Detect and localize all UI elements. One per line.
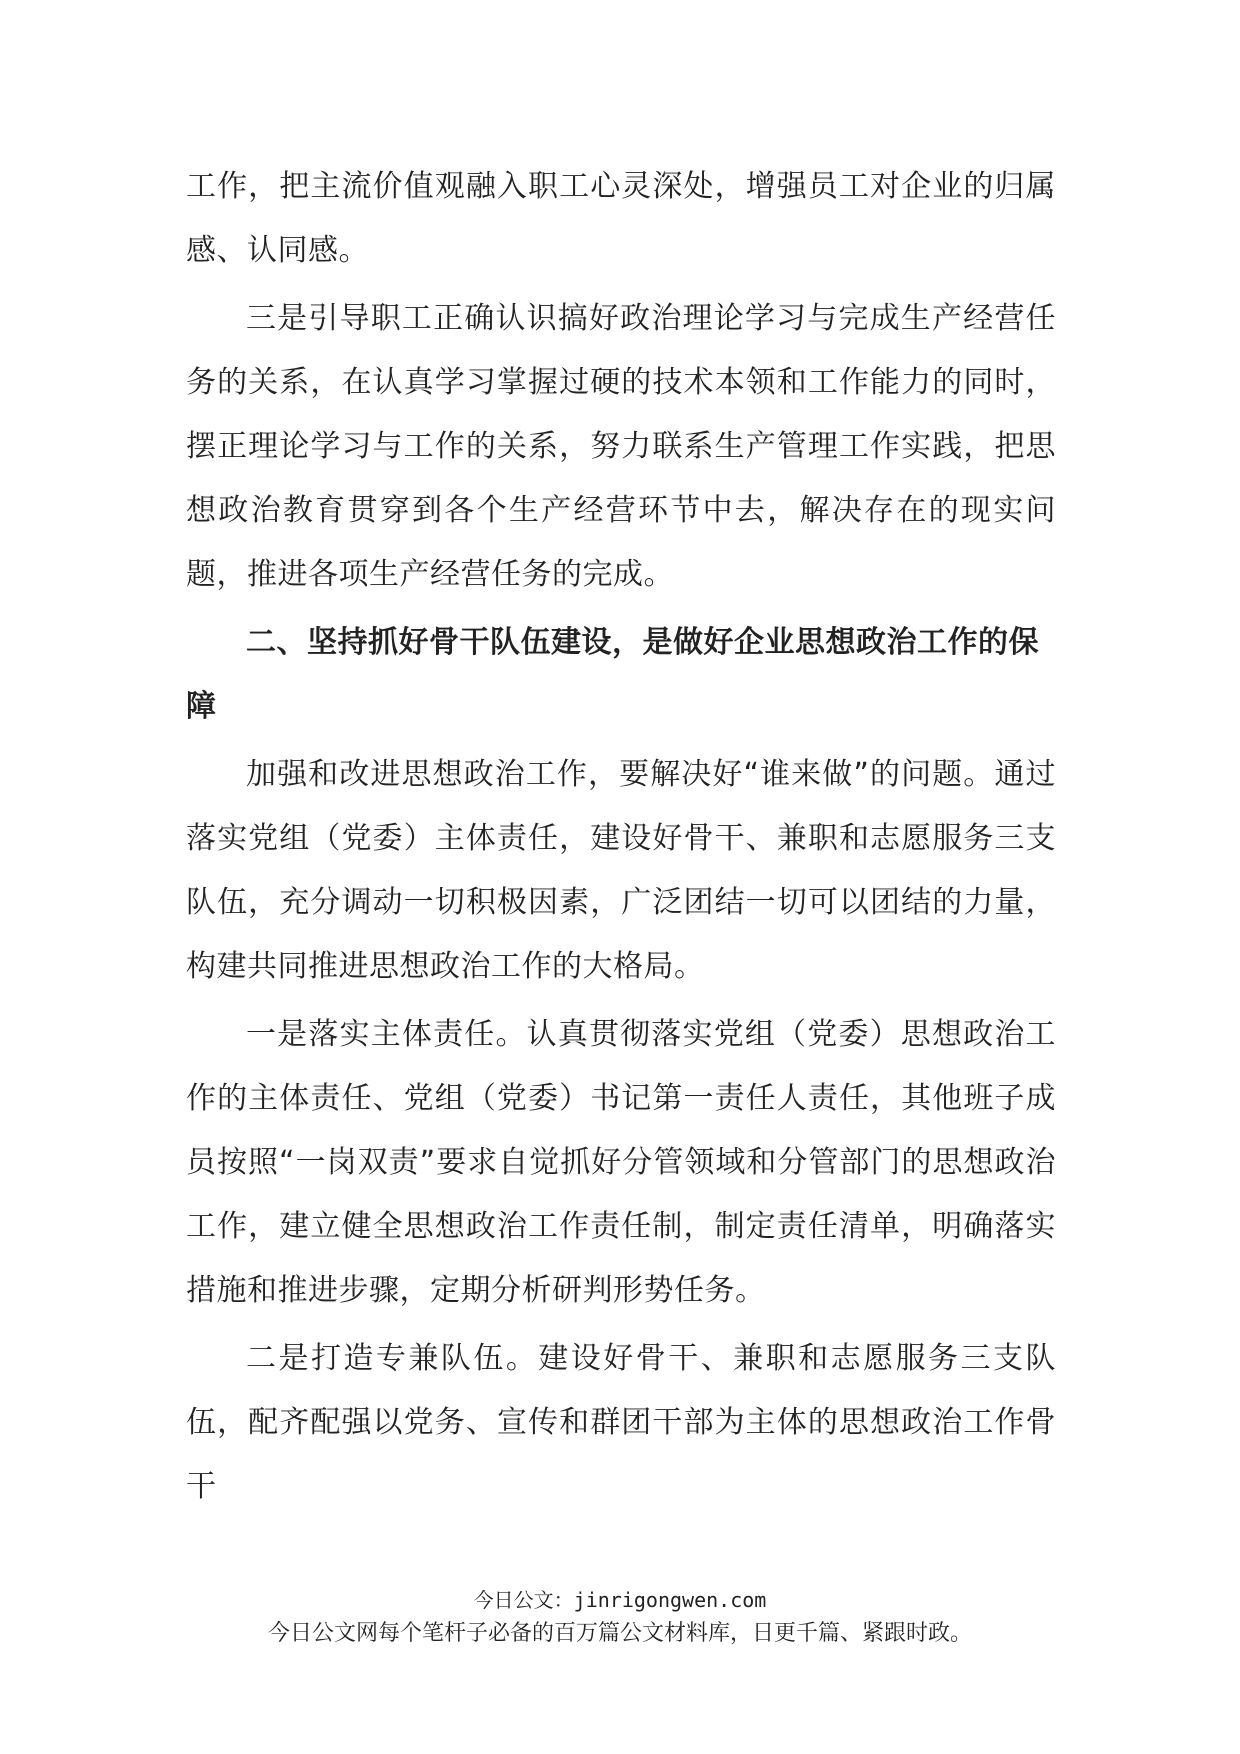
- footer-slogan: 今日公文网每个笔杆子必备的百万篇公文材料库，日更千篇、紧跟时政。: [267, 1621, 972, 1646]
- paragraph-point-two: 二是打造专兼队伍。建设好骨干、兼职和志愿服务三支队伍，配齐配强以党务、宣传和群团干部为主体的思想政治工作骨干: [186, 1341, 1056, 1504]
- footer-site-link[interactable]: 今日公文：jinrigongwen.com: [473, 1588, 767, 1612]
- document-body: [186, 155, 1056, 1519]
- paragraph-continued: 工作，把主流价值观融入职工心灵深处，增强员工对企业的归属感、认同感。: [186, 169, 1056, 268]
- section-heading-two: 二、坚持抓好骨干队伍建设，是做好企业思想政治工作的保障: [186, 625, 1039, 724]
- page-footer: [0, 1584, 1240, 1652]
- paragraph-section-intro: 加强和改进思想政治工作，要解决好“谁来做”的问题。通过落实党组（党委）主体责任，建设好骨干、兼职和志愿服务三支队伍，充分调动一切积极因素，广泛团结一切可以团结的力量，构建共同推进思想政治工作的大格局。: [186, 757, 1056, 984]
- paragraph-point-one: 一是落实主体责任。认真贯彻落实党组（党委）思想政治工作的主体责任、党组（党委）书记第一责任人责任，其他班子成员按照“一岗双责”要求自觉抓好分管领域和分管部门的思想政治工作，建立健全思想政治工作责任制，制定责任清单，明确落实措施和推进步骤，定期分析研判形势任务。: [186, 1017, 1056, 1308]
- paragraph-point-three: 三是引导职工正确认识搞好政治理论学习与完成生产经营任务的关系，在认真学习掌握过硬的技术本领和工作能力的同时，摆正理论学习与工作的关系，努力联系生产管理工作实践，把思想政治教育贯穿到各个生产经营环节中去，解决存在的现实问题，推进各项生产经营任务的完成。: [186, 301, 1056, 592]
